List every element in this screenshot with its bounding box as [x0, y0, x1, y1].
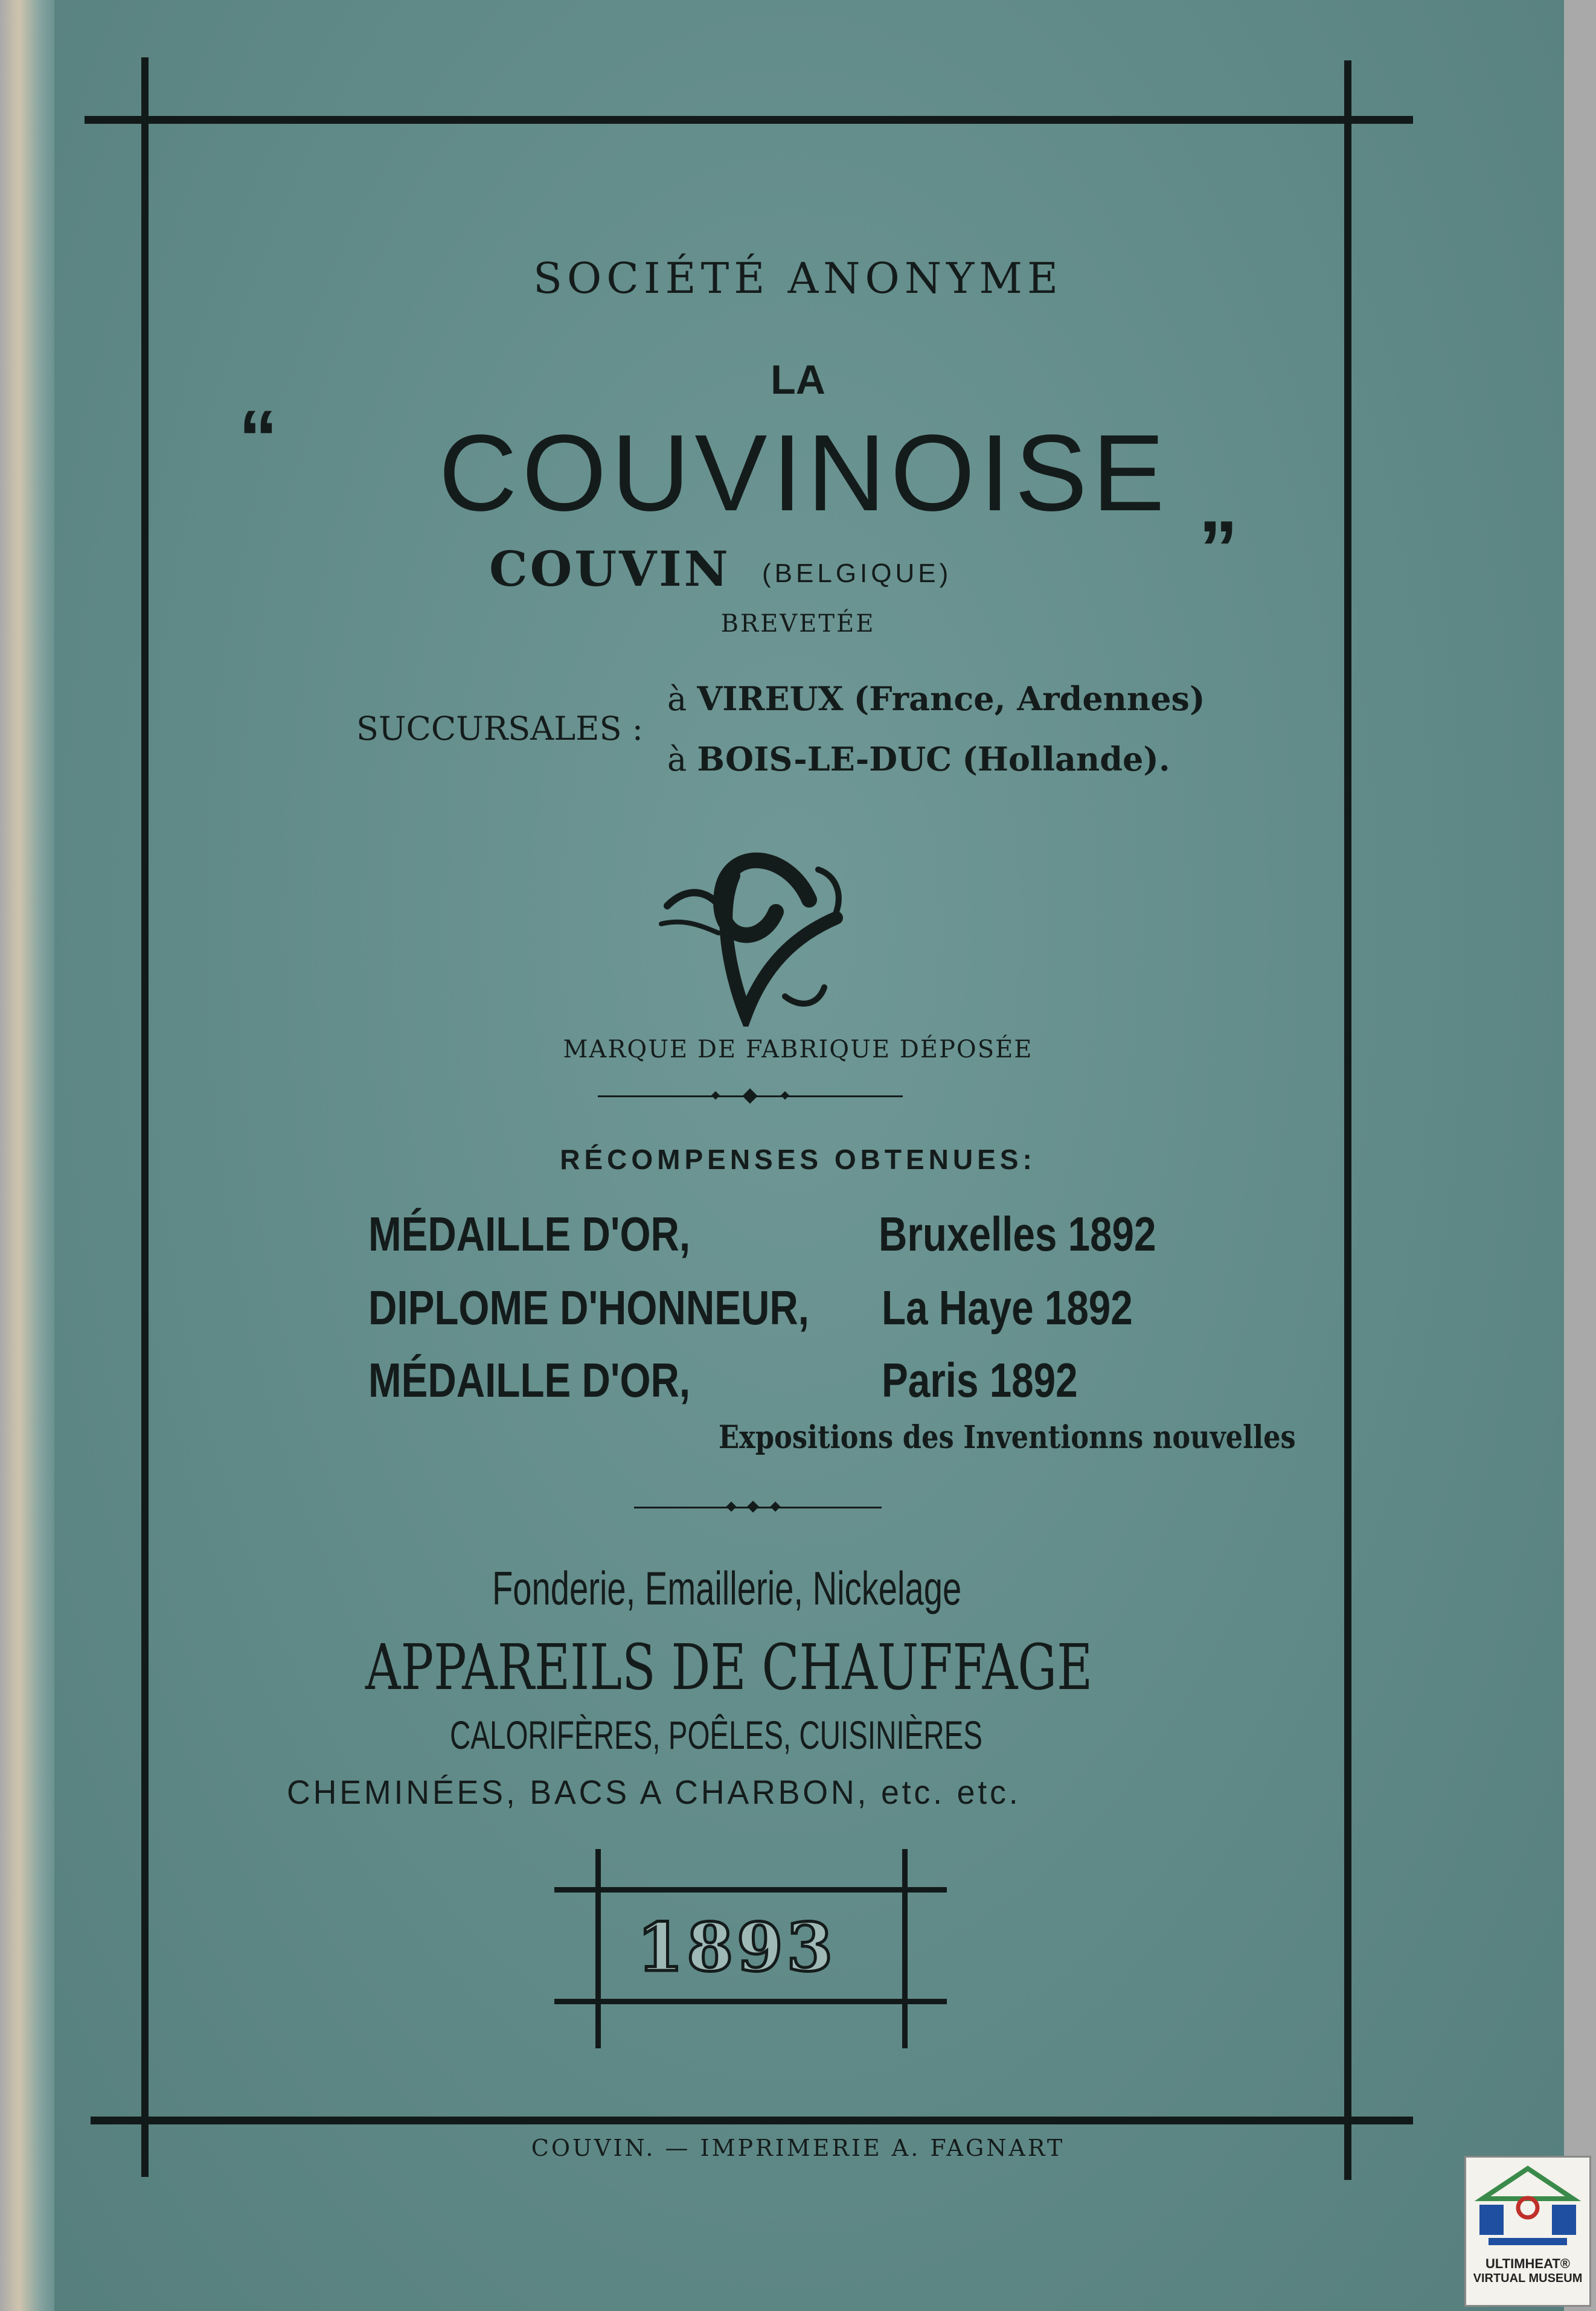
frame-top-rule: [85, 116, 1413, 124]
awards-note-text: Expositions des Inventionns nouvelles: [719, 1419, 1296, 1456]
branch-region: (Hollande).: [962, 740, 1170, 778]
museum-logo-icon: [1470, 2162, 1585, 2253]
award-name: [368, 1280, 906, 1336]
year-frame-top: [554, 1887, 947, 1893]
name-close-quote: „: [1199, 460, 1238, 548]
award-place-label: Bruxelles 1892: [879, 1207, 1156, 1261]
frame-bottom-rule: [91, 2117, 1413, 2124]
products-line-1-text: CALORIFÈRES, POÊLES, CUISINIÈRES: [450, 1713, 982, 1757]
name-open-quote: “: [239, 394, 278, 482]
trademark-caption: MARQUE DE FABRIQUE DÉPOSÉE: [563, 1036, 1033, 1063]
country-belgique: (BELGIQUE): [762, 559, 952, 588]
branch-item: [667, 679, 1205, 718]
branch-prefix: à: [667, 680, 687, 718]
award-label: DIPLOME D'HONNEUR,: [368, 1281, 809, 1335]
award-label: MÉDAILLE D'OR,: [368, 1353, 691, 1407]
award-name: [368, 1353, 761, 1408]
products-line-2: [287, 1772, 1051, 1812]
award-name: [368, 1207, 761, 1262]
succursales-label: SUCCURSALES :: [356, 710, 643, 748]
award-place: [882, 1353, 1121, 1408]
year-frame-bottom: [554, 1999, 947, 2004]
branch-city: VIREUX: [697, 679, 844, 718]
branch-city: BOIS-LE-DUC: [697, 740, 952, 778]
societe-anonyme: SOCIÉTÉ ANONYME: [533, 254, 1063, 303]
watermark-line-1: ULTIMHEAT®: [1485, 2256, 1571, 2271]
award-place-label: Paris 1892: [882, 1353, 1078, 1407]
company-name: COUVINOISE: [438, 412, 1170, 534]
services-line: [492, 1561, 1144, 1616]
awards-note: [719, 1419, 1389, 1456]
brevetee: BREVETÉE: [720, 610, 876, 638]
city-couvin: COUVIN: [489, 540, 731, 597]
branch-region: (France, Ardennes): [853, 679, 1205, 718]
year: 1893: [637, 1908, 837, 1986]
services-text: Fonderie, Emaillerie, Nickelage: [492, 1562, 962, 1615]
award-place: [882, 1280, 1188, 1336]
printer-footer: COUVIN. — IMPRIMERIE A. FAGNART: [531, 2135, 1065, 2161]
article-la: LA: [771, 357, 825, 403]
year-frame-right: [902, 1849, 908, 2048]
cv-monogram-logo: [655, 827, 854, 1027]
award-label: MÉDAILLE D'OR,: [368, 1207, 691, 1261]
products-title-text: APPAREILS DE CHAUFFAGE: [365, 1630, 1093, 1704]
branch-prefix: à: [667, 740, 687, 778]
products-title: [365, 1630, 1298, 1704]
award-place: [879, 1207, 1217, 1262]
museum-watermark: [1464, 2156, 1591, 2307]
products-line-2-text: CHEMINÉES, BACS A CHARBON, etc. etc.: [287, 1773, 1021, 1811]
award-place-label: La Haye 1892: [882, 1281, 1133, 1335]
branch-item: [667, 740, 1170, 778]
watermark-line-2: VIRTUAL MUSEUM: [1473, 2272, 1583, 2285]
awards-heading: RÉCOMPENSES OBTENUES:: [560, 1144, 1036, 1175]
year-frame-left: [595, 1849, 601, 2048]
products-line-1: [450, 1712, 1190, 1758]
